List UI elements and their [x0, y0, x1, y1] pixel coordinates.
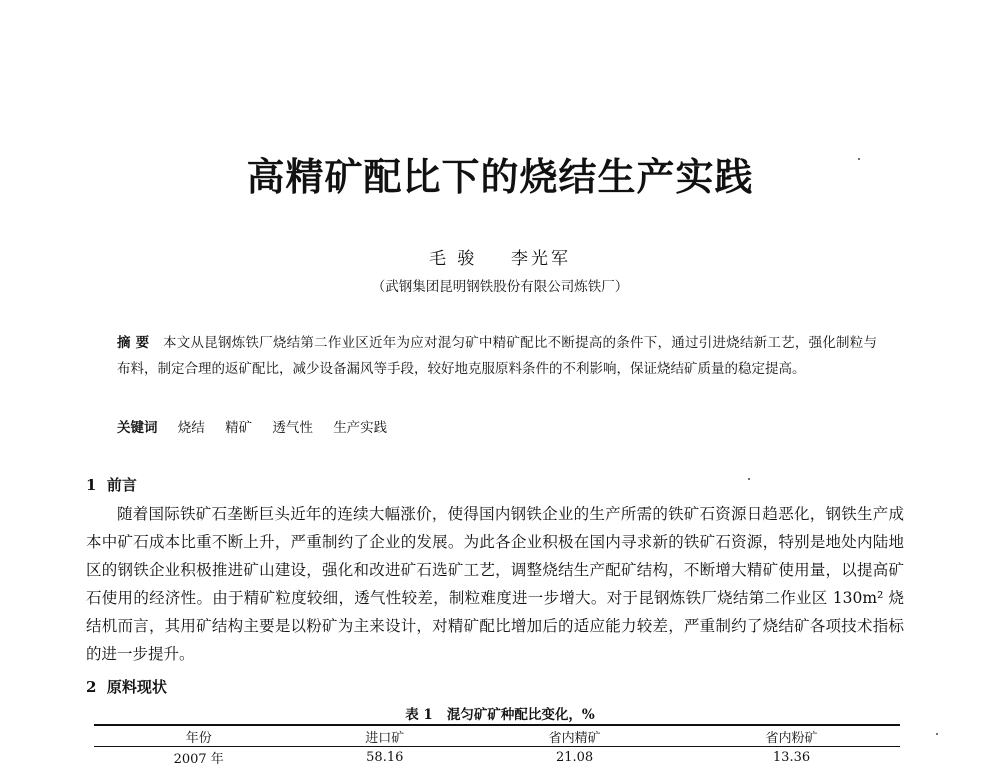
table-header-cell: 省内精矿 — [466, 725, 683, 747]
table-header-row — [94, 725, 900, 747]
section-2-heading: 2 原料现状 — [86, 676, 167, 697]
table-cell: 2007 年 — [94, 747, 303, 767]
table-header-cell: 年份 — [94, 725, 303, 747]
scan-speck — [858, 158, 860, 160]
table-1-caption: 表 1 混匀矿矿种配比变化，% — [0, 703, 1000, 723]
table-cell: 58.16 — [303, 747, 466, 767]
table-cell: 13.36 — [683, 747, 900, 767]
abstract-label: 摘 要 — [117, 335, 149, 351]
keyword-item: 透气性 — [272, 420, 313, 436]
table-row — [94, 747, 900, 767]
authors: 毛 骏 李光军 — [0, 244, 1000, 269]
section-1-heading: 1 前言 — [86, 474, 137, 495]
keywords — [117, 418, 877, 438]
abstract — [117, 330, 877, 382]
paper-title: 高精矿配比下的烧结生产实践 — [0, 146, 1000, 201]
scan-speck — [748, 478, 750, 480]
table-1 — [94, 724, 900, 767]
table-header-cell: 进口矿 — [303, 725, 466, 747]
keywords-label: 关键词 — [117, 420, 158, 436]
keyword-item: 生产实践 — [333, 420, 387, 436]
affiliation: （武钢集团昆明钢铁股份有限公司炼铁厂） — [0, 275, 1000, 295]
table-cell: 21.08 — [466, 747, 683, 767]
table-header-cell: 省内粉矿 — [683, 725, 900, 747]
abstract-text: 本文从昆钢炼铁厂烧结第二作业区近年为应对混匀矿中精矿配比不断提高的条件下，通过引进烧结新工艺，强化制粒与布料，制定合理的返矿配比，减少设备漏风等手段，较好地克服原料条件的不利影响，保证烧结矿质量的稳定提高。 — [117, 335, 877, 377]
keyword-item: 精矿 — [225, 420, 252, 436]
keyword-item: 烧结 — [178, 420, 205, 436]
scan-speck — [936, 733, 938, 735]
section-1-paragraph: 随着国际铁矿石垄断巨头近年的连续大幅涨价，使得国内钢铁企业的生产所需的铁矿石资源日趋恶化，钢铁生产成本中矿石成本比重不断上升，严重制约了企业的发展。为此各企业积极在国内寻求新的铁矿石资源，特别是地处内陆地区的钢铁企业积极推进矿山建设，强化和改进矿石选矿工艺，调整烧结生产配矿结构，不断增大精矿使用量，以提高矿石使用的经济性。由于精矿粒度较细，透气性较差，制粒难度进一步增大。对于昆钢炼铁厂烧结第二作业区 130m² 烧结机而言，其用矿结构主要是以粉矿为主来设计，对精矿配比增加后的适应能力较差，严重制约了烧结矿各项技术指标的进一步提升。 — [86, 500, 904, 668]
